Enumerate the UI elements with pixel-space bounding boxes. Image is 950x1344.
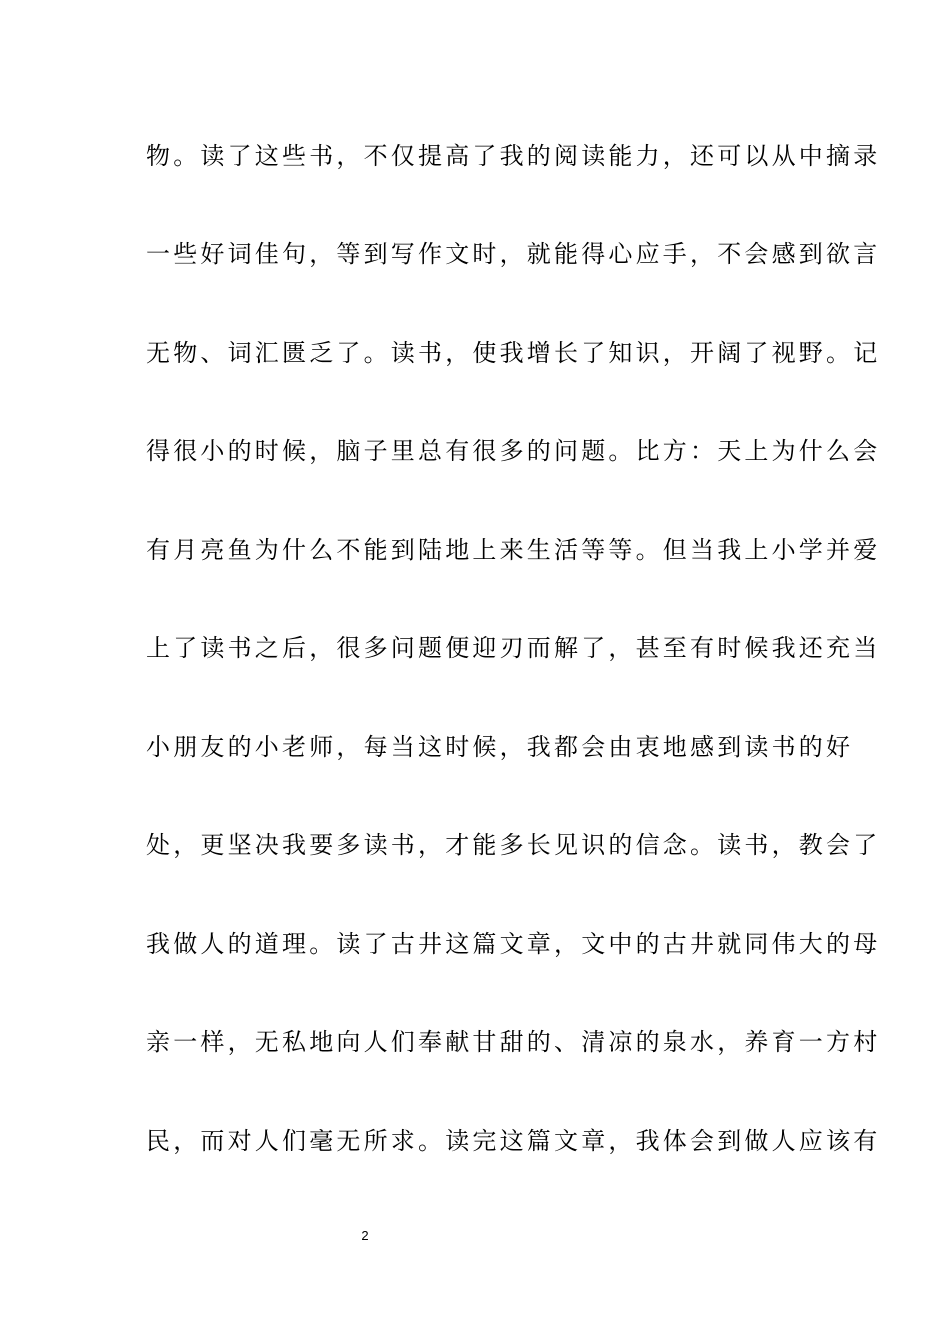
paragraph-line: 小朋友的小老师，每当这时候，我都会由衷地感到读书的好: [146, 733, 854, 761]
paragraph-line: 物。读了这些书，不仅提高了我的阅读能力，还可以从中摘录: [146, 142, 881, 170]
paragraph-line: 无物、词汇匮乏了。读书，使我增长了知识，开阔了视野。记: [146, 339, 881, 367]
paragraph-line: 一些好词佳句，等到写作文时，就能得心应手，不会感到欲言: [146, 240, 881, 268]
paragraph-line: 得很小的时候，脑子里总有很多的问题。比方：天上为什么会: [146, 437, 881, 465]
paragraph-line: 我做人的道理。读了古井这篇文章，文中的古井就同伟大的母: [146, 930, 881, 958]
paragraph-line: 上了读书之后，很多问题便迎刃而解了，甚至有时候我还充当: [146, 634, 881, 662]
paragraph-line: 民，而对人们毫无所求。读完这篇文章，我体会到做人应该有: [146, 1127, 881, 1155]
paragraph-line: 有月亮鱼为什么不能到陆地上来生活等等。但当我上小学并爱: [146, 536, 881, 564]
paragraph-line: 处，更坚决我要多读书，才能多长见识的信念。读书，教会了: [146, 831, 881, 859]
paragraph-line: 亲一样，无私地向人们奉献甘甜的、清凉的泉水，养育一方村: [146, 1028, 881, 1056]
page-number: 2: [361, 1228, 369, 1243]
